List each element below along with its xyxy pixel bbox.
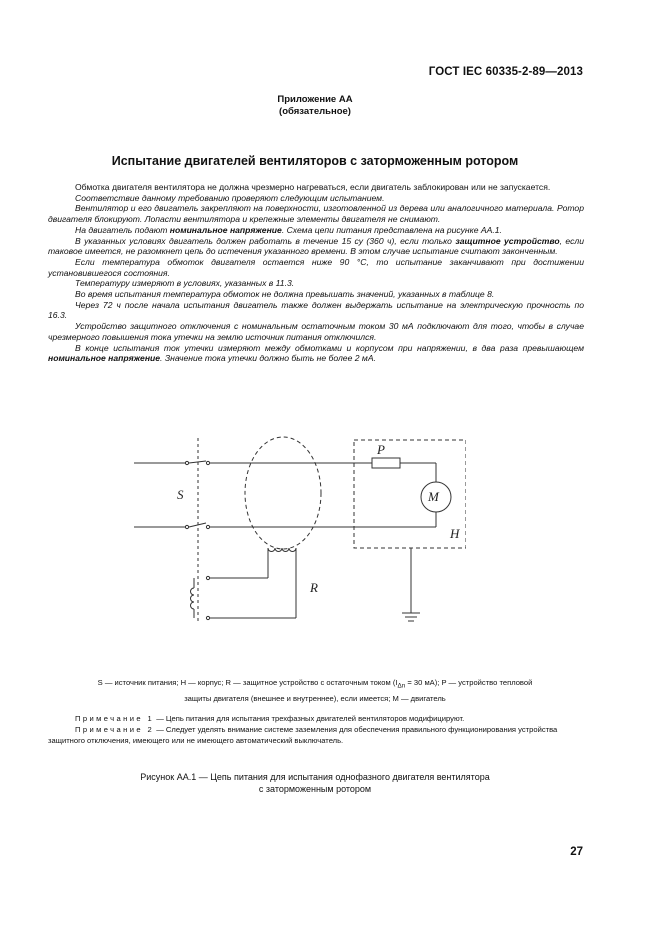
- annex-heading: [0, 94, 630, 118]
- note-1-label: Примечание 1: [75, 714, 155, 723]
- legend-line-2: защиты двигателя (внешнее и внутреннее), если имеется; M — двигатель: [184, 693, 446, 703]
- p5-term: защитное устройство: [455, 235, 560, 246]
- paragraph-3: Вентилятор и его двигатель закрепляют на поверхности, изготовленной из дерева или аналогичного материала. Ротор двигателя блокируют. Лопасти вентилятора и крепежные элементы двигателя не снимают.: [48, 203, 584, 225]
- trip-coil: [191, 588, 195, 609]
- trip-terminal: [206, 616, 209, 619]
- thermal-protector: [372, 458, 400, 468]
- switch-contact: [185, 525, 188, 528]
- legend-subscript: Δn: [397, 682, 406, 690]
- label-r: R: [310, 580, 318, 595]
- figure-caption: [0, 771, 630, 795]
- sense-coil: [268, 548, 296, 552]
- paragraph-2: Соответствие данному требованию проверяют следующим испытанием.: [75, 192, 385, 203]
- p4-text-a: На двигатель подают: [75, 224, 170, 235]
- caption-line-2: с заторможенным ротором: [258, 784, 372, 794]
- legend-line-1a: S — источник питания; H — корпус; R — защитное устройство с остаточным током (I: [97, 678, 398, 687]
- section-title: Испытание двигателей вентиляторов с заторможенным ротором: [111, 154, 519, 168]
- note-1-text: — Цепь питания для испытания трехфазных двигателей вентиляторов модифицируют.: [154, 714, 465, 723]
- note-2-text: — Следует уделять внимание системе заземления для обеспечения правильного функционирования устройства защитного отключения, имеющего или не имеющего автоматический выключатель.: [48, 725, 558, 745]
- p5-text-c: , если таковое имеется, не разомкнет цепь до истечения указанного времени. В этом случае испытание считают законченным.: [48, 235, 585, 257]
- note-1: [48, 713, 584, 724]
- switch-contact: [185, 461, 188, 464]
- caption-line-1: Рисунок АА.1 — Цепь питания для испытания однофазного двигателя вентилятора: [140, 772, 490, 782]
- p4-term: номинальное напряжение: [169, 224, 282, 235]
- p5-text-a: В указанных условиях двигатель должен работать в течение 15 су (360 ч), если только: [75, 235, 456, 246]
- trip-terminal: [206, 576, 209, 579]
- rcd-core: [245, 437, 321, 549]
- paragraph-7: Температуру измеряют в условиях, указанных в 11.3.: [75, 278, 295, 289]
- circuit-diagram: [126, 430, 466, 630]
- legend-line-1: [50, 677, 580, 693]
- document-code: ГОСТ IEC 60335-2-89—2013: [428, 66, 583, 78]
- p11-text-a: В конце испытания ток утечки измеряют между обмотками и корпусом при напряжении, в два раза превышающем: [75, 342, 584, 353]
- paragraph-1: Обмотка двигателя вентилятора не должна чрезмерно нагреваться, если двигатель заблокирован или не запускается.: [75, 182, 551, 192]
- figure-legend: [50, 677, 580, 705]
- switch-contact: [206, 461, 209, 464]
- label-m: M: [428, 489, 439, 504]
- paragraph-11: [48, 343, 584, 364]
- legend-line-1b: = 30 мА); P — устройство тепловой: [405, 678, 533, 687]
- paragraph-8: Во время испытания температура обмоток не должна превышать значений, указанных в таблице 8.: [75, 289, 495, 300]
- paragraph-10: Устройство защитного отключения с номинальным остаточным током 30 мА подключают для того, чтобы в случае чрезмерного повышения тока утечки на землю источник питания отключился.: [48, 321, 584, 342]
- label-p: P: [377, 442, 385, 457]
- p4-text-c: . Схема цепи питания представлена на рисунке АА.1.: [281, 224, 502, 235]
- paragraph-5: [48, 236, 584, 257]
- label-s: S: [177, 487, 184, 502]
- body-text: [48, 182, 584, 364]
- page-number: 27: [570, 846, 583, 858]
- annex-subtitle: (обязательное): [279, 106, 351, 117]
- note-2: [48, 724, 584, 746]
- p11-text-c: . Значение тока утечки должно быть не более 2 мА.: [160, 353, 376, 364]
- p11-term: номинальное напряжение: [48, 353, 161, 364]
- switch-contact: [206, 525, 209, 528]
- annex-title: Приложение АА: [277, 94, 353, 105]
- figure-notes: [48, 713, 584, 746]
- paragraph-6: Если температура обмоток двигателя остается ниже 90 °С, то испытание заканчивают при достижении установившегося состояния.: [48, 256, 584, 278]
- label-h: H: [450, 526, 460, 541]
- note-2-label: Примечание 2: [75, 725, 155, 734]
- paragraph-4: [48, 225, 584, 236]
- paragraph-9: Через 72 ч после начала испытания двигатель также должен выдержать испытание на электрическую прочность по 16.3.: [48, 299, 584, 321]
